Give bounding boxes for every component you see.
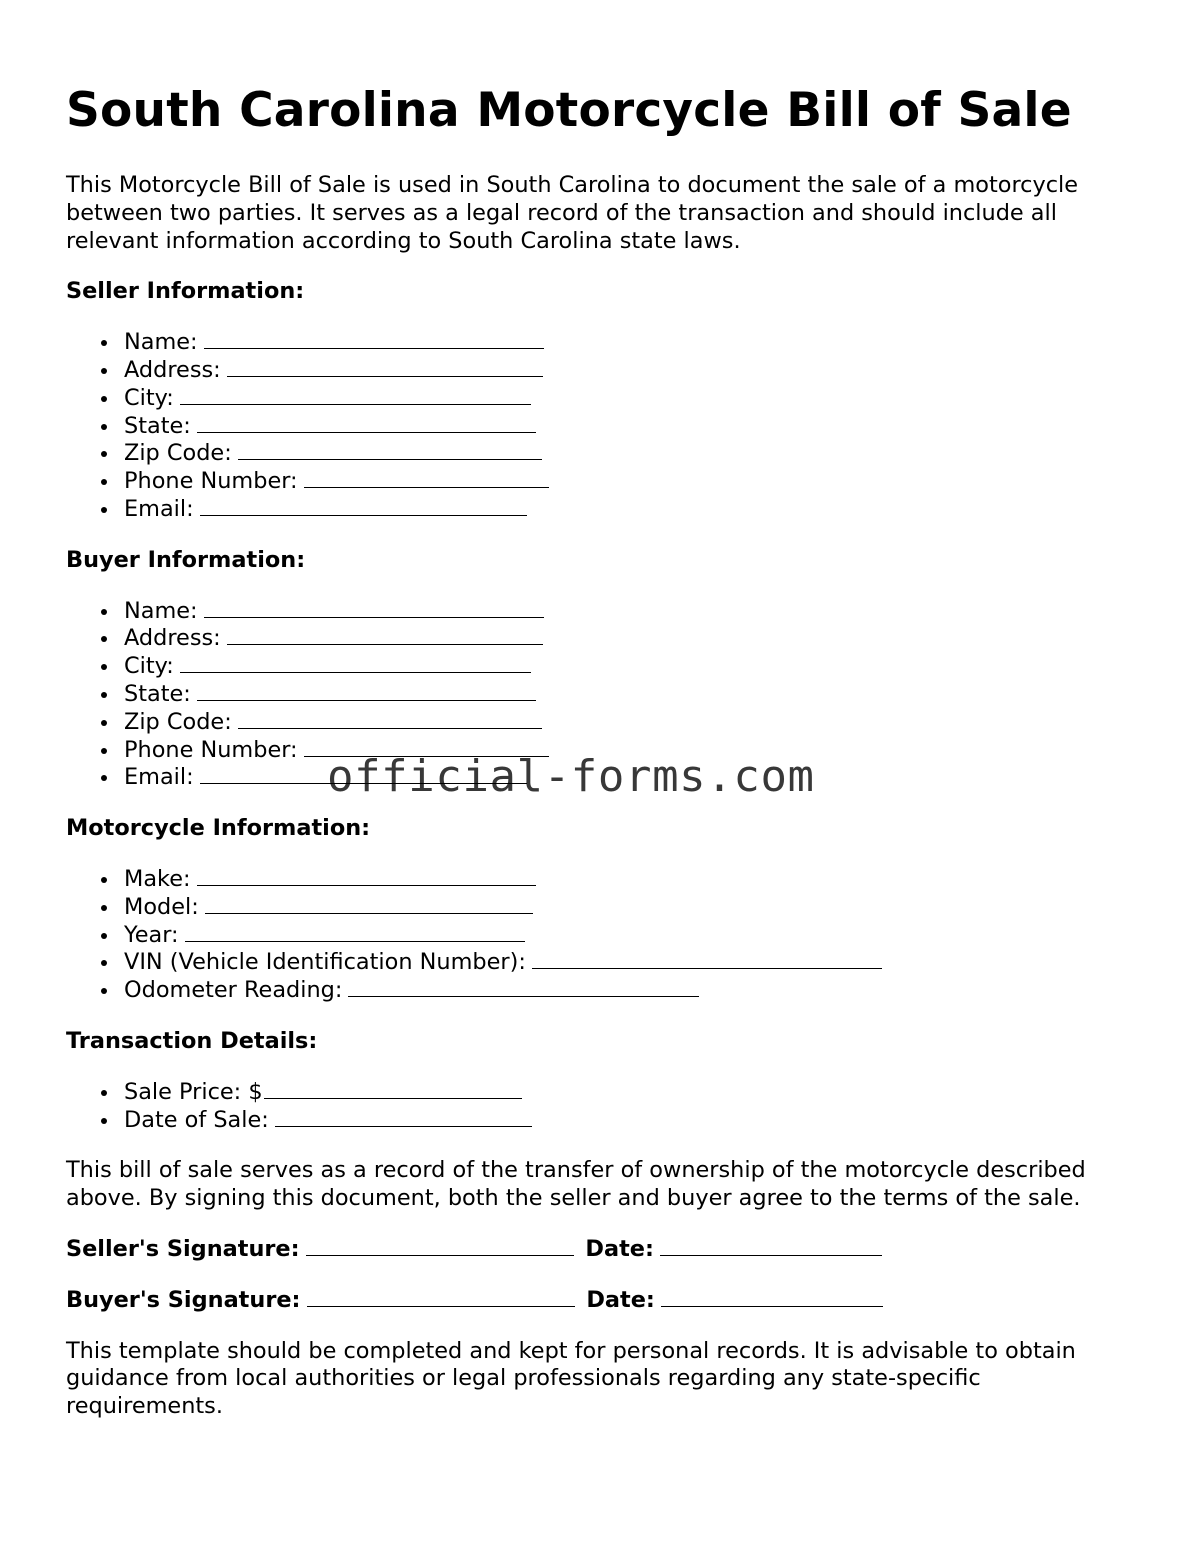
document-title: South Carolina Motorcycle Bill of Sale <box>66 83 1072 138</box>
buyer-name-blank[interactable] <box>204 598 544 618</box>
buyer-date-blank[interactable] <box>661 1287 883 1307</box>
seller-address-blank[interactable] <box>227 357 543 377</box>
seller-name-field: Name: <box>66 329 1136 357</box>
seller-field-list <box>66 329 1136 524</box>
buyer-signature-line: Buyer's Signature: Date: <box>66 1287 1136 1315</box>
intro-paragraph: This Motorcycle Bill of Sale is used in South Carolina to document the sale of a motorcycle between two parties. It serves as a legal record of the transaction and should include all relevant information according to South Carolina state laws. <box>66 172 1079 254</box>
statement-paragraph: This bill of sale serves as a record of the transfer of ownership of the motorcycle described above. By signing this document, both the seller and buyer agree to the terms of the sale. <box>66 1157 1086 1212</box>
seller-zip-field: Zip Code: <box>66 440 1136 468</box>
buyer-state-field: State: <box>66 681 1136 709</box>
seller-signature-line: Seller's Signature: Date: <box>66 1236 1136 1264</box>
buyer-address-field: Address: <box>66 625 1136 653</box>
footer-paragraph: This template should be completed and kept for personal records. It is advisable to obtain guidance from local authorities or legal professionals regarding any state-specific requirements. <box>66 1337 1076 1420</box>
seller-zip-blank[interactable] <box>238 440 542 460</box>
seller-name-blank[interactable] <box>204 329 544 349</box>
transaction-section-heading: Transaction Details: <box>66 1027 318 1054</box>
transaction-field-list <box>66 1079 1136 1135</box>
motorcycle-odometer-field: Odometer Reading: <box>66 977 1136 1005</box>
document-page <box>66 78 1136 1444</box>
buyer-state-blank[interactable] <box>197 681 536 701</box>
buyer-zip-field: Zip Code: <box>66 709 1136 737</box>
motorcycle-vin-blank[interactable] <box>532 949 882 969</box>
buyer-name-field: Name: <box>66 598 1136 626</box>
seller-state-blank[interactable] <box>197 413 536 433</box>
seller-email-field: Email: <box>66 496 1136 524</box>
buyer-signature-blank[interactable] <box>307 1287 575 1307</box>
motorcycle-section-heading: Motorcycle Information: <box>66 815 371 842</box>
motorcycle-year-blank[interactable] <box>185 922 525 942</box>
motorcycle-make-field: Make: <box>66 866 1136 894</box>
seller-signature-blank[interactable] <box>306 1236 574 1256</box>
motorcycle-year-field: Year: <box>66 922 1136 950</box>
seller-city-blank[interactable] <box>180 385 531 405</box>
sale-price-field: Sale Price: $ <box>66 1079 1136 1107</box>
buyer-field-list <box>66 598 1136 793</box>
sale-price-blank[interactable] <box>264 1079 522 1099</box>
seller-phone-blank[interactable] <box>304 468 549 488</box>
seller-section-heading: Seller Information: <box>66 278 305 305</box>
sale-date-blank[interactable] <box>275 1107 532 1127</box>
seller-phone-field: Phone Number: <box>66 468 1136 496</box>
motorcycle-field-list <box>66 866 1136 1005</box>
seller-address-field: Address: <box>66 357 1136 385</box>
buyer-city-field: City: <box>66 653 1136 681</box>
motorcycle-model-blank[interactable] <box>205 894 533 914</box>
seller-email-blank[interactable] <box>200 496 527 516</box>
seller-date-blank[interactable] <box>660 1236 882 1256</box>
buyer-phone-blank[interactable] <box>304 737 549 757</box>
watermark-text: official-forms.com <box>327 751 815 802</box>
motorcycle-vin-field: VIN (Vehicle Identification Number): <box>66 949 1136 977</box>
motorcycle-model-field: Model: <box>66 894 1136 922</box>
buyer-section-heading: Buyer Information: <box>66 546 306 573</box>
buyer-email-field: Email: <box>66 764 1136 792</box>
seller-state-field: State: <box>66 413 1136 441</box>
buyer-address-blank[interactable] <box>227 625 543 645</box>
seller-city-field: City: <box>66 385 1136 413</box>
motorcycle-odometer-blank[interactable] <box>348 977 699 997</box>
buyer-zip-blank[interactable] <box>238 709 542 729</box>
buyer-city-blank[interactable] <box>180 653 531 673</box>
motorcycle-make-blank[interactable] <box>197 866 536 886</box>
buyer-email-blank[interactable] <box>200 764 527 784</box>
buyer-phone-field: Phone Number: <box>66 737 1136 765</box>
sale-date-field: Date of Sale: <box>66 1107 1136 1135</box>
